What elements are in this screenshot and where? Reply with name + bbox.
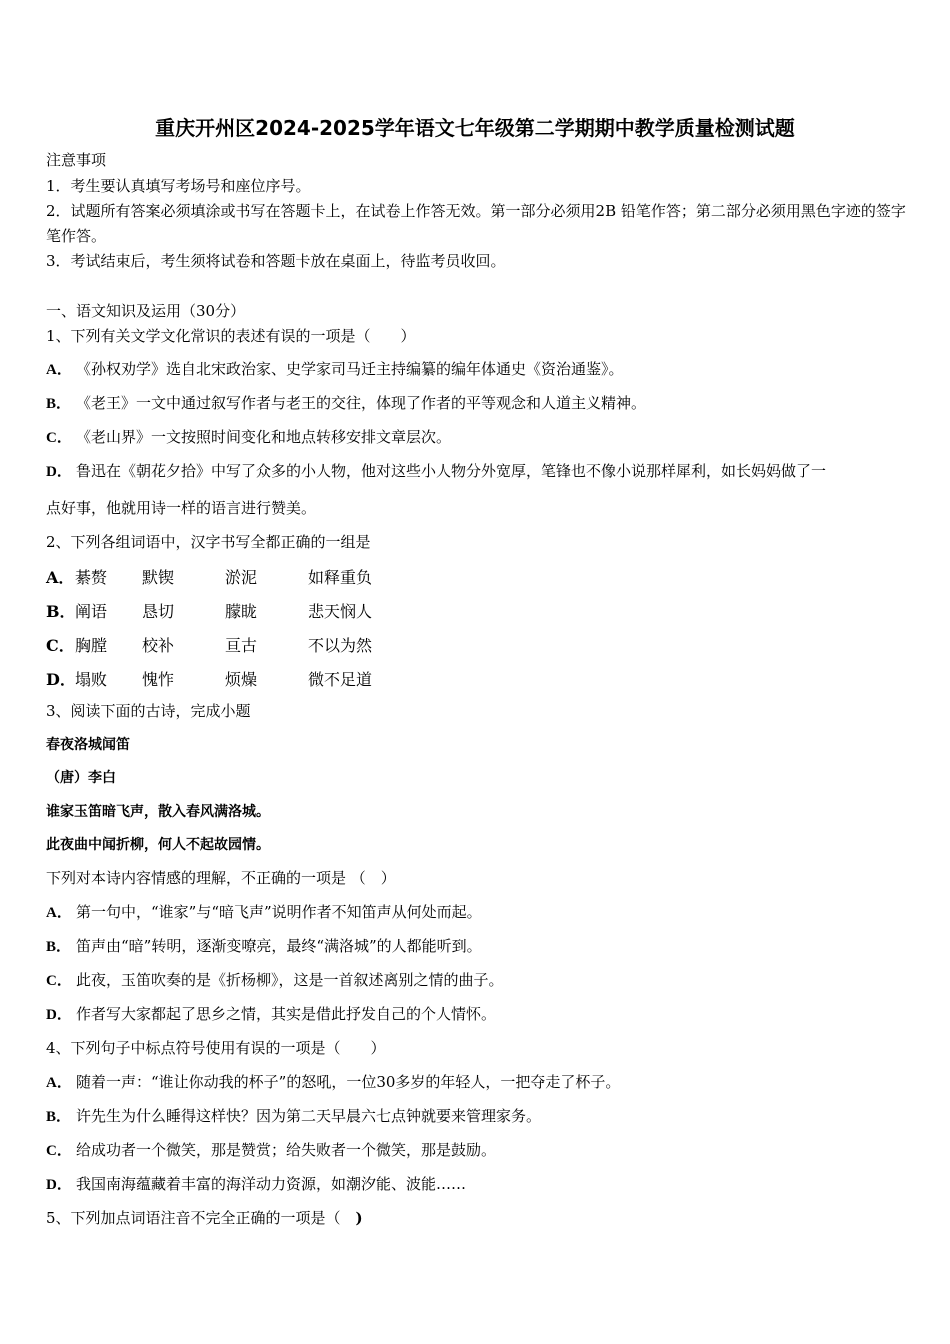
notice-item: 1．考生要认真填写考场号和座位序号。	[46, 177, 311, 195]
notice-item: 2．试题所有答案必须填涂或书写在答题卡上，在试卷上作答无效。第一部分必须用2B 铅笔作答；第二部分必须用黑色字迹的签字笔作答。	[46, 202, 906, 245]
word: 淤泥	[225, 568, 258, 587]
word: 阐语	[75, 602, 108, 621]
option-text: 此夜，玉笛吹奏的是《折杨柳》，这是一首叙述离别之情的曲子。	[76, 971, 504, 989]
section-heading: 一、语文知识及运用（30分）	[46, 302, 246, 320]
word: 朦眬	[225, 602, 258, 621]
option	[46, 902, 482, 923]
option-label: A．	[46, 1075, 72, 1091]
option	[46, 461, 826, 482]
poem-author: （唐）李白	[46, 770, 116, 786]
word: 悲天悯人	[308, 602, 373, 621]
option-text: 笛声由“暗”转明，逐渐变嘹亮，最终“满洛城”的人都能听到。	[76, 937, 482, 955]
word-option-row	[46, 565, 906, 585]
option-label: B．	[46, 602, 76, 621]
notice-heading: 注意事项	[46, 151, 107, 169]
option-text: 《老山界》一文按照时间变化和地点转移安排文章层次。	[76, 428, 452, 446]
option-label: A．	[46, 362, 72, 378]
option	[46, 1140, 496, 1161]
option-text: 许先生为什么睡得这样快？因为第二天早晨六七点钟就要来管理家务。	[76, 1107, 542, 1125]
option	[46, 970, 504, 991]
poem-line: 此夜曲中闻折柳，何人不起故园情。	[46, 837, 270, 853]
word: 烦燥	[225, 670, 258, 689]
question-stem-paren: )	[355, 1209, 363, 1227]
question-stem-text: 5、下列加点词语注音不完全正确的一项是（	[46, 1209, 356, 1227]
option-label: D．	[46, 464, 72, 480]
word-option-row	[46, 633, 906, 653]
question-stem	[46, 1208, 363, 1228]
word: 微不足道	[308, 670, 373, 689]
question-stem: 4、下列句子中标点符号使用有误的一项是（ ）	[46, 1039, 386, 1057]
option-text: 第一句中，“谁家”与“暗飞声”说明作者不知笛声从何处而起。	[76, 903, 482, 921]
option-label: D．	[46, 1007, 72, 1023]
option-label: B．	[46, 396, 72, 412]
question-stem: 3、阅读下面的古诗，完成小题	[46, 702, 251, 720]
word: 默锲	[142, 568, 175, 587]
option-label: D．	[46, 1177, 72, 1193]
option	[46, 1174, 466, 1195]
option-text: 《老王》一文中通过叙写作者与老王的交往，体现了作者的平等观念和人道主义精神。	[76, 394, 647, 412]
option-label: A．	[46, 905, 72, 921]
poem-line: 谁家玉笛暗飞声，散入春风满洛城。	[46, 804, 270, 820]
option-text: 我国南海蕴藏着丰富的海洋动力资源，如潮汐能、波能……	[76, 1175, 467, 1193]
option	[46, 1072, 620, 1093]
option-label: C．	[46, 636, 75, 655]
word: 恳切	[142, 602, 175, 621]
word: 如释重负	[308, 568, 373, 587]
option-label: B．	[46, 1109, 72, 1125]
option-label: C．	[46, 973, 72, 989]
option-label: A．	[46, 568, 75, 587]
option	[46, 1004, 496, 1025]
option	[46, 427, 451, 448]
word: 塌败	[75, 670, 108, 689]
word: 校补	[142, 636, 175, 655]
option-label: C．	[46, 1143, 72, 1159]
word: 亘古	[225, 636, 258, 655]
option	[46, 393, 646, 414]
word: 不以为然	[308, 636, 373, 655]
option-label: C．	[46, 430, 72, 446]
word: 綦赘	[75, 568, 108, 587]
word-option-row	[46, 599, 906, 619]
option-label: B．	[46, 939, 72, 955]
option-continued: 点好事，他就用诗一样的语言进行赞美。	[46, 499, 317, 517]
word-option-row	[46, 667, 906, 687]
option-text: 鲁迅在《朝花夕拾》中写了众多的小人物，他对这些小人物分外宽厚，笔锋也不像小说那样犀利，如长妈妈做了一	[76, 462, 827, 480]
option-text: 随着一声：“谁让你动我的杯子”的怒吼，一位30多岁的年轻人，一把夺走了杯子。	[76, 1073, 621, 1091]
option-text: 给成功者一个微笑，那是赞赏；给失败者一个微笑，那是鼓励。	[76, 1141, 497, 1159]
poem-title: 春夜洛城闻笛	[46, 737, 130, 753]
option	[46, 1106, 541, 1127]
option	[46, 359, 624, 380]
notice-item: 3．考试结束后，考生须将试卷和答题卡放在桌面上，待监考员收回。	[46, 252, 506, 270]
option-text: 《孙权劝学》选自北宋政治家、史学家司马迁主持编纂的编年体通史《资治通鉴》。	[76, 360, 624, 378]
option-text: 作者写大家都起了思乡之情，其实是借此抒发自己的个人情怀。	[76, 1005, 497, 1023]
question-stem: 1、下列有关文学文化常识的表述有误的一项是（ ）	[46, 327, 416, 345]
word: 愧怍	[142, 670, 175, 689]
word: 胸膛	[75, 636, 108, 655]
page-title: 重庆开州区2024-2025学年语文七年级第二学期期中教学质量检测试题	[155, 116, 795, 140]
question-prompt: 下列对本诗内容情感的理解，不正确的一项是 （ ）	[46, 869, 396, 887]
option	[46, 936, 482, 957]
question-stem: 2、下列各组词语中，汉字书写全都正确的一组是	[46, 533, 371, 551]
option-label: D．	[46, 670, 76, 689]
